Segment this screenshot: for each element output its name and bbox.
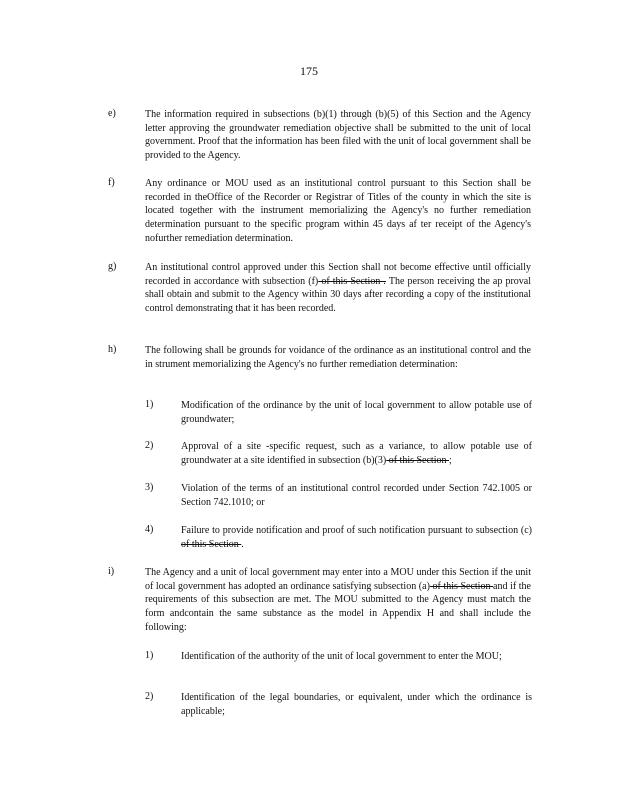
item-i-2-label: 2) [145, 691, 154, 702]
struck-text: of this Section [181, 538, 242, 550]
item-h-4-label: 4) [145, 524, 154, 535]
item-h-1-label: 1) [145, 399, 154, 410]
item-h-3-text: Violation of the terms of an institutional control recorded under Section 742.1005 or Section 742.1010; or [181, 483, 532, 508]
item-h-1-text: Modification of the ordinance by the unit of local government to allow potable use of groundwater; [181, 400, 532, 425]
item-i-1-label: 1) [145, 650, 154, 661]
item-h-2-label: 2) [145, 440, 154, 451]
item-i-1-text: Identification of the authority of the unit of local government to enter the MOU; [181, 651, 502, 662]
item-i-2-text: Identification of the legal boundaries, or equivalent, under which the ordinance is applicable; [181, 692, 532, 717]
item-g-label: g) [108, 261, 117, 272]
struck-text: of this Section . [318, 275, 386, 287]
struck-text: of this Section [386, 454, 449, 466]
item-i-label: i) [108, 566, 115, 577]
item-h-label: h) [108, 344, 117, 355]
item-h-3-label: 3) [145, 482, 154, 493]
item-h-text: The following shall be grounds for voidance of the ordinance as an institutional control and the in strument memorializing the Agency's no further remediation determination: [145, 345, 531, 370]
item-f-text: Any ordinance or MOU used as an institutional control pursuant to this Section shall be recorded in theOffice of the Recorder or Registrar of Titles of the county in which the site is located together with the instrument memorializing the Agency's no further remediation determination pursuant to the specific program within 45 days af ter receipt of the Agency's nofurther remediation determination. [145, 178, 531, 244]
page-number: 175 [300, 64, 318, 78]
item-h-2-text: Approval of a site -specific request, such as a variance, to allow potable use of groundwater at a site identified in subsection (b)(3) of this Section ; [181, 441, 532, 466]
item-h-4-text: Failure to provide notification and proof of such notification pursuant to subsection (c) of this Section . [181, 525, 532, 550]
item-f-label: f) [108, 177, 115, 188]
item-e-text: The information required in subsections (b)(1) through (b)(5) of this Section and the Agency letter approving the groundwater remediation objective shall be submitted to the unit of local government. Proof that the information has been filed with the unit of local government shall be provided to the Agency. [145, 109, 531, 162]
item-g-text: An institutional control approved under this Section shall not become effective until officially recorded in accordance with subsection (f) of this Section . The person receiving the ap proval shall obtain and submit to the Agency within 30 days after recording a copy of the institutional control demonstrating that it has been recorded. [145, 262, 531, 315]
struck-text: of this Section [429, 580, 494, 592]
item-e-label: e) [108, 108, 116, 119]
item-i-text: The Agency and a unit of local government may enter into a MOU under this Section if the unit of local government has adopted an ordinance satisfying subsection (a) of this Section and if the requirements of this subsection are met. The MOU submitted to the Agency must match the form andcontain the same substance as the model in Appendix H and shall include the following: [145, 567, 531, 633]
